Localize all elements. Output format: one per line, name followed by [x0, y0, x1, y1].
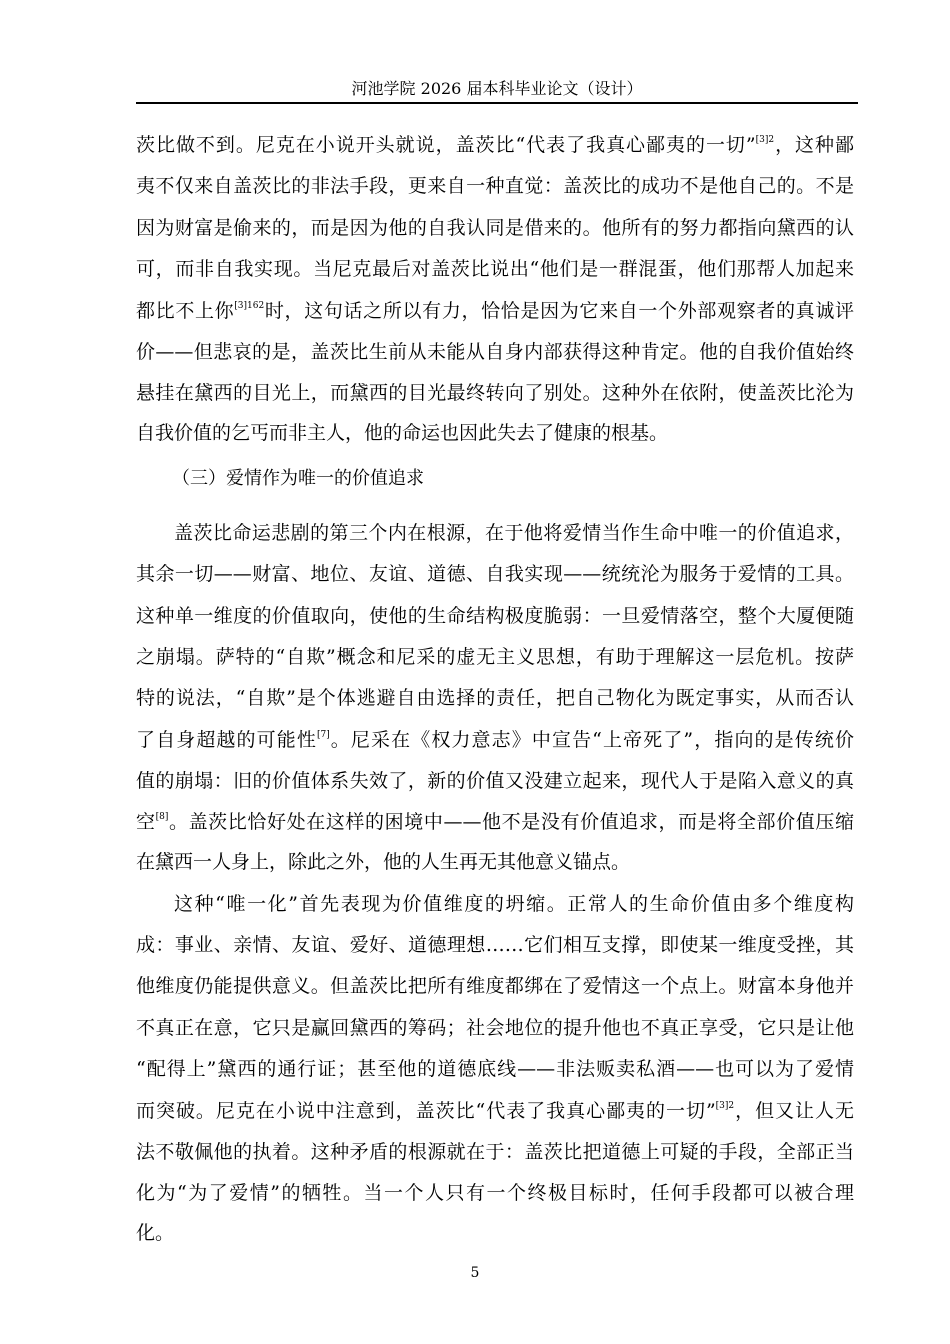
- section-heading: （三）爱情作为唯一的价值追求: [172, 468, 424, 489]
- body-line: 化为“为了爱情”的牺牲。当一个人只有一个终极目标时，任何手段都可以被合理: [136, 1182, 854, 1204]
- page-header: [136, 78, 858, 104]
- body-line: 法不敬佩他的执着。这种矛盾的根源就在于：盖茨比把道德上可疑的手段，全部正当: [136, 1141, 854, 1163]
- citation: [3]2: [715, 1101, 735, 1111]
- body-line: 因为财富是偷来的，而是因为他的自我认同是借来的。他所有的努力都指向黛西的认: [136, 217, 854, 239]
- body-line: 夷不仅来自盖茨比的非法手段，更来自一种直觉：盖茨比的成功不是他自己的。不是: [136, 175, 854, 197]
- body-line: 这种单一维度的价值取向，使他的生命结构极度脆弱：一旦爱情落空，整个大厦便随: [136, 605, 854, 627]
- body-line: 可，而非自我实现。当尼克最后对盖茨比说出“他们是一群混蛋，他们那帮人加起来: [136, 258, 854, 280]
- body-line: 自我价值的乞丐而非主人，他的命运也因此失去了健康的根基。: [136, 422, 669, 444]
- header-title: 河池学院 2026 届本科毕业论文（设计）: [351, 79, 643, 98]
- paragraph-first-line: 这种“唯一化”首先表现为价值维度的坍缩。正常人的生命价值由多个维度构: [174, 893, 854, 915]
- body-line: 价——但悲哀的是，盖茨比生前从未能从自身内部获得这种肯定。他的自我价值始终: [136, 341, 854, 363]
- body-line: 之崩塌。萨特的“自欺”概念和尼采的虚无主义思想，有助于理解这一层危机。按萨: [136, 646, 854, 668]
- body-line: 都比不上你$^{[3]162}$时，这句话之所以有力，恰恰是因为它来自一个外部观察者的真诚评: [136, 300, 854, 322]
- body-line: 其余一切——财富、地位、友谊、道德、自我实现——统统沦为服务于爱情的工具。: [136, 563, 854, 585]
- body-line: 特的说法，“自欺”是个体逃避自由选择的责任，把自己物化为既定事实，从而否认: [136, 687, 854, 709]
- body-line: 而突破。尼克在小说中注意到，盖茨比“代表了我真心鄙夷的一切”$^{[3]2}$，但又让人无: [136, 1100, 854, 1122]
- body-line: 值的崩塌：旧的价值体系失效了，新的价值又没建立起来，现代人于是陷入意义的真: [136, 770, 854, 792]
- paragraph-first-line: 盖茨比命运悲剧的第三个内在根源，在于他将爱情当作生命中唯一的价值追求，: [174, 522, 854, 544]
- citation: [3]162: [234, 301, 265, 311]
- body-line: 茨比做不到。尼克在小说开头就说，盖茨比“代表了我真心鄙夷的一切”$^{[3]2}$，这种鄙: [136, 134, 854, 156]
- page-number: 5: [470, 1265, 480, 1281]
- body-line: 不真正在意，它只是赢回黛西的筹码；社会地位的提升他也不真正享受，它只是让他: [136, 1017, 854, 1039]
- body-line: 悬挂在黛西的目光上，而黛西的目光最终转向了别处。这种外在依附，使盖茨比沦为: [136, 382, 854, 404]
- body-line: 空[8]。盖茨比恰好处在这样的困境中——他不是没有价值追求，而是将全部价值压缩: [136, 811, 854, 833]
- citation: [7]: [316, 730, 330, 740]
- body-line: 了自身超越的可能性[7]。尼采在《权力意志》中宣告“上帝死了”，指向的是传统价: [136, 729, 854, 751]
- citation: [8]: [155, 812, 169, 822]
- citation: [3]2: [755, 135, 775, 145]
- body-line: 成：事业、亲情、友谊、爱好、道德理想……它们相互支撑，即使某一维度受挫，其: [136, 934, 854, 956]
- body-line: “配得上”黛西的通行证；甚至他的道德底线——非法贩卖私酒——也可以为了爱情: [136, 1058, 854, 1080]
- body-line: 化。: [136, 1222, 175, 1244]
- body-line: 在黛西一人身上，除此之外，他的人生再无其他意义锚点。: [136, 851, 631, 873]
- body-line: 他维度仍能提供意义。但盖茨比把所有维度都绑在了爱情这一个点上。财富本身他并: [136, 975, 854, 997]
